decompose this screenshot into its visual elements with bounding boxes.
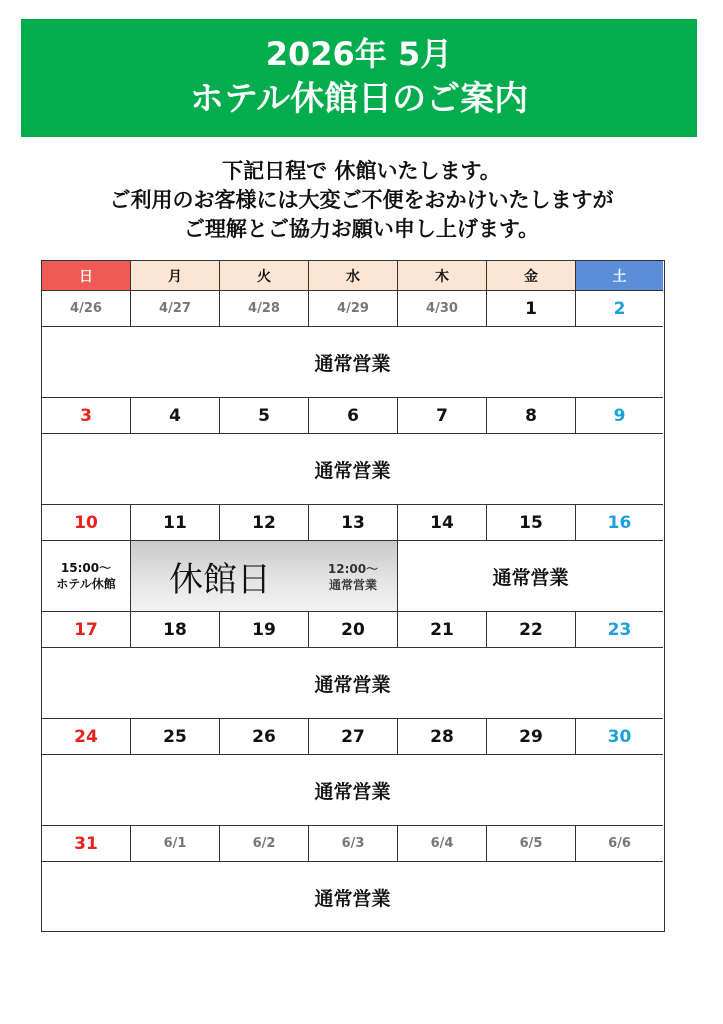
date-cell: 6/2 xyxy=(220,826,309,862)
calendar-table xyxy=(41,260,665,932)
status-row: 通常営業 xyxy=(314,888,391,910)
date-cell: 27 xyxy=(309,719,398,755)
date-cell: 25 xyxy=(131,719,220,755)
weekday-header: 木 xyxy=(398,261,487,291)
closure-start-time: 15:00～ xyxy=(60,561,112,575)
date-cell: 16 xyxy=(576,505,663,541)
date-cell: 6/6 xyxy=(576,826,663,862)
notice-line-1: 下記日程で 休館いたします。 xyxy=(222,159,501,183)
date-cell: 4/26 xyxy=(42,291,131,327)
date-cell: 4/27 xyxy=(131,291,220,327)
weekday-header: 土 xyxy=(576,261,663,291)
status-row: 通常営業 xyxy=(398,541,663,612)
date-cell: 14 xyxy=(398,505,487,541)
date-cell: 13 xyxy=(309,505,398,541)
date-cell: 10 xyxy=(42,505,131,541)
date-cell: 28 xyxy=(398,719,487,755)
date-cell: 21 xyxy=(398,612,487,648)
date-cell: 15 xyxy=(487,505,576,541)
date-cell: 6/4 xyxy=(398,826,487,862)
date-cell: 17 xyxy=(42,612,131,648)
title-banner xyxy=(21,19,697,137)
date-cell: 5 xyxy=(220,398,309,434)
date-cell: 19 xyxy=(220,612,309,648)
date-cell: 4/30 xyxy=(398,291,487,327)
weekday-header: 月 xyxy=(131,261,220,291)
status-row: 通常営業 xyxy=(42,755,663,826)
date-cell: 9 xyxy=(576,398,663,434)
row-divider xyxy=(42,611,663,612)
date-cell: 8 xyxy=(487,398,576,434)
date-cell: 6/1 xyxy=(131,826,220,862)
weekday-header: 金 xyxy=(487,261,576,291)
banner-month: 2026年 5月 xyxy=(265,35,453,73)
date-cell: 6 xyxy=(309,398,398,434)
closure-reopen-note xyxy=(309,541,398,612)
date-cell: 6/5 xyxy=(487,826,576,862)
reopen-time: 12:00～ xyxy=(327,561,379,576)
date-cell: 18 xyxy=(131,612,220,648)
date-cell: 29 xyxy=(487,719,576,755)
date-cell: 1 xyxy=(487,291,576,327)
date-cell: 20 xyxy=(309,612,398,648)
banner-title: ホテル休館日のご案内 xyxy=(189,79,529,119)
date-cell: 12 xyxy=(220,505,309,541)
status-row: 通常営業 xyxy=(42,434,663,505)
date-cell: 11 xyxy=(131,505,220,541)
weekday-header: 日 xyxy=(42,261,131,291)
closure-start-label: ホテル休館 xyxy=(56,577,116,591)
date-cell: 6/3 xyxy=(309,826,398,862)
date-cell: 4/28 xyxy=(220,291,309,327)
notice-line-2: ご利用のお客様には大変ご不便をおかけいたしますが xyxy=(109,188,614,212)
date-cell: 24 xyxy=(42,719,131,755)
notice-line-3: ご理解とご協力お願い申し上げます。 xyxy=(183,217,540,241)
date-cell: 26 xyxy=(220,719,309,755)
date-cell: 3 xyxy=(42,398,131,434)
closed-day-label: 休館日 xyxy=(169,560,271,600)
reopen-label: 通常営業 xyxy=(328,577,377,592)
closure-start-note xyxy=(42,541,131,612)
status-row: 通常営業 xyxy=(42,327,663,398)
status-row: 通常営業 xyxy=(42,648,663,719)
date-cell: 31 xyxy=(42,826,131,862)
date-cell: 2 xyxy=(576,291,663,327)
date-cell: 22 xyxy=(487,612,576,648)
date-cell: 4 xyxy=(131,398,220,434)
date-cell: 30 xyxy=(576,719,663,755)
date-cell: 7 xyxy=(398,398,487,434)
weekday-header: 水 xyxy=(309,261,398,291)
date-cell: 23 xyxy=(576,612,663,648)
weekday-header: 火 xyxy=(220,261,309,291)
date-cell: 4/29 xyxy=(309,291,398,327)
